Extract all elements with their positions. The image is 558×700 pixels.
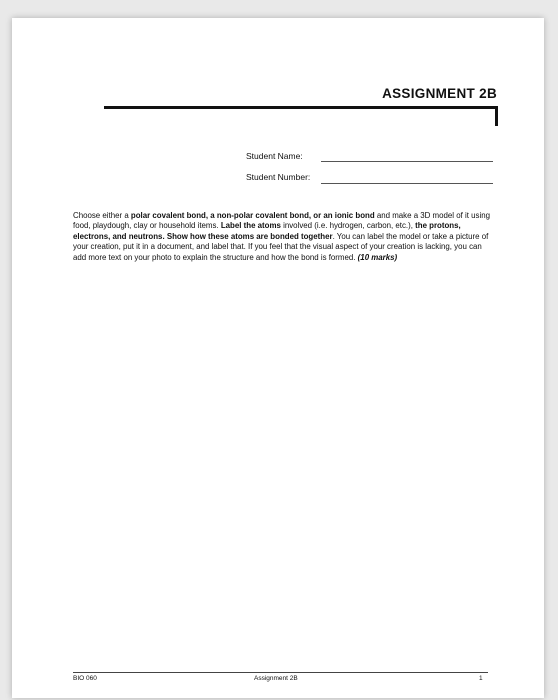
student-name-field[interactable] bbox=[321, 161, 493, 162]
instruction-run: . You can label the model or take a picture of your creation, put it in a document, and label that. If you feel that the visual aspect of your creation is lacking, you can add more text on your photo to explain the structure and how the bond is formed. bbox=[73, 231, 489, 262]
assignment-title: ASSIGNMENT 2B bbox=[382, 86, 497, 101]
footer-page-number: 1 bbox=[479, 675, 483, 682]
title-rule bbox=[104, 106, 498, 109]
instruction-run: polar covalent bond, a non-polar covalent bond, or an ionic bond bbox=[130, 211, 375, 220]
student-number-label: Student Number: bbox=[246, 172, 311, 182]
student-number-field[interactable] bbox=[321, 183, 493, 184]
document-page bbox=[12, 18, 544, 698]
instruction-run: involved (i.e. hydrogen, carbon, etc.), bbox=[280, 221, 416, 231]
instruction-run: and make a 3D model of it using food, playdough, clay or household items. bbox=[73, 211, 491, 231]
instruction-run: Label the atoms bbox=[220, 221, 281, 231]
instruction-run: the protons, electrons, and neutrons. Show how these atoms are bonded together bbox=[73, 221, 461, 241]
footer-course-code: BIO 060 bbox=[73, 675, 97, 682]
instruction-run: (10 marks) bbox=[357, 252, 398, 262]
footer-doc-name: Assignment 2B bbox=[254, 675, 298, 682]
student-name-label: Student Name: bbox=[246, 151, 303, 161]
footer-rule bbox=[73, 672, 488, 673]
title-rule-tick bbox=[495, 106, 498, 126]
instruction-run: Choose either a bbox=[73, 211, 131, 220]
assignment-instructions bbox=[73, 211, 493, 263]
